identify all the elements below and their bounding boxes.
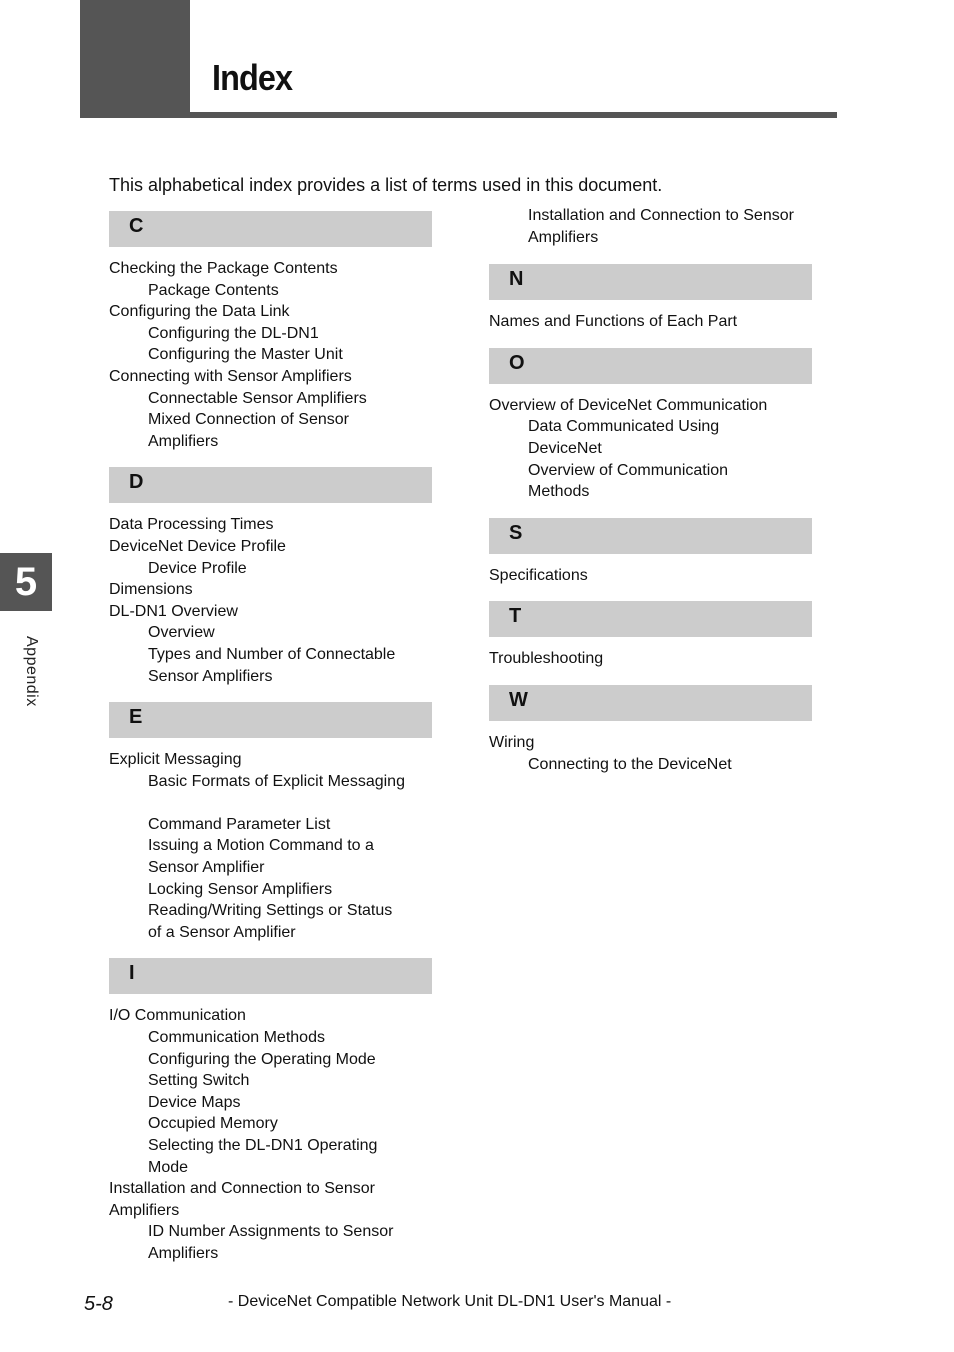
index-column-right bbox=[489, 205, 812, 790]
index-subentry: Device Maps bbox=[148, 1093, 241, 1111]
index-subentry: Data Communicated Using bbox=[528, 418, 720, 436]
index-subentry: Configuring the Operating Mode bbox=[148, 1050, 376, 1068]
section-header-n: N bbox=[489, 264, 812, 300]
index-entry: Installation and Connection to Sensor bbox=[109, 1180, 375, 1198]
index-entry: Overview of DeviceNet Communication bbox=[489, 396, 768, 414]
index-subentry: of a Sensor Amplifier bbox=[148, 923, 296, 941]
section-entries-s bbox=[489, 554, 812, 602]
index-entry: DL-DN1 Overview bbox=[109, 602, 238, 620]
section-header-d: D bbox=[109, 467, 432, 503]
index-entry: Amplifiers bbox=[109, 1201, 180, 1219]
index-subentry: DeviceNet bbox=[528, 439, 602, 457]
index-entry: Wiring bbox=[489, 733, 535, 751]
section-entries-d bbox=[109, 503, 432, 702]
section-entries-w bbox=[489, 721, 812, 790]
section-header-c: C bbox=[109, 211, 432, 247]
index-entry: Connecting with Sensor Amplifiers bbox=[109, 367, 352, 385]
index-entry: Checking the Package Contents bbox=[109, 260, 338, 277]
index-subentry: Locking Sensor Amplifiers bbox=[148, 880, 333, 898]
index-subentry: Types and Number of Connectable bbox=[148, 645, 396, 663]
section-entries-e bbox=[109, 738, 432, 958]
index-entry: I/O Communication bbox=[109, 1007, 246, 1025]
index-entry: Data Processing Times bbox=[109, 516, 274, 534]
index-subentry: Command Parameter List bbox=[148, 815, 331, 833]
index-subentry: Basic Formats of Explicit Messaging bbox=[148, 772, 405, 790]
index-subentry: Configuring the Master Unit bbox=[148, 346, 343, 364]
section-entries-o bbox=[489, 384, 812, 518]
index-subentry: Issuing a Motion Command to a bbox=[148, 837, 374, 855]
index-subentry: Connectable Sensor Amplifiers bbox=[148, 389, 367, 407]
page-title: Index bbox=[212, 57, 293, 98]
index-subentry: Methods bbox=[528, 483, 590, 501]
index-subentry: Amplifiers bbox=[148, 1244, 219, 1262]
index-subentry: Connecting to the DeviceNet bbox=[528, 755, 732, 773]
intro-text: This alphabetical index provides a list of terms used in this document. bbox=[109, 175, 663, 195]
page-number: 5-8 bbox=[84, 1293, 113, 1315]
section-entries-n bbox=[489, 300, 812, 348]
index-entry: DeviceNet Device Profile bbox=[109, 537, 286, 555]
index-entry: Names and Functions of Each Part bbox=[489, 313, 738, 331]
index-entry: Explicit Messaging bbox=[109, 751, 242, 769]
header-block bbox=[80, 0, 190, 118]
index-subentry: Overview bbox=[148, 624, 215, 642]
index-entry: Specifications bbox=[489, 566, 588, 584]
index-subentry: Overview of Communication bbox=[528, 461, 729, 479]
section-header-e: E bbox=[109, 702, 432, 738]
manual-title: - DeviceNet Compatible Network Unit DL-DN1 User's Manual - bbox=[228, 1293, 672, 1310]
section-header-o: O bbox=[489, 348, 812, 384]
index-subentry: Setting Switch bbox=[148, 1072, 250, 1090]
index-subentry: Package Contents bbox=[148, 281, 279, 299]
section-entries-t bbox=[489, 637, 812, 685]
section-header-s: S bbox=[489, 518, 812, 554]
chapter-label: Appendix bbox=[23, 636, 40, 707]
index-subentry: Reading/Writing Settings or Status bbox=[148, 902, 393, 920]
index-subentry: Installation and Connection to Sensor bbox=[528, 207, 794, 224]
index-subentry: Communication Methods bbox=[148, 1029, 325, 1047]
section-header-t: T bbox=[489, 601, 812, 637]
index-column-left bbox=[109, 211, 432, 1280]
index-subentry: Amplifiers bbox=[528, 228, 599, 246]
chapter-tab: 5 bbox=[0, 553, 52, 611]
section-entries-i bbox=[109, 994, 432, 1279]
section-entries-c bbox=[109, 247, 432, 467]
index-subentry: Mixed Connection of Sensor bbox=[148, 411, 349, 429]
continued-entries bbox=[489, 205, 812, 264]
index-subentry: Selecting the DL-DN1 Operating bbox=[148, 1137, 378, 1154]
header-rule bbox=[80, 112, 837, 118]
index-entry: Dimensions bbox=[109, 581, 193, 599]
index-subentry: Sensor Amplifiers bbox=[148, 667, 273, 685]
index-subentry: Occupied Memory bbox=[148, 1115, 278, 1133]
index-subentry: Amplifiers bbox=[148, 432, 219, 450]
index-entry: Troubleshooting bbox=[489, 650, 604, 668]
index-subentry: Configuring the DL-DN1 bbox=[148, 324, 319, 342]
index-subentry bbox=[109, 792, 432, 814]
index-entry: Configuring the Data Link bbox=[109, 303, 290, 321]
index-subentry: Sensor Amplifier bbox=[148, 859, 265, 877]
section-header-w: W bbox=[489, 685, 812, 721]
index-subentry: Mode bbox=[148, 1158, 189, 1176]
index-subentry: Device Profile bbox=[148, 559, 247, 577]
index-subentry: ID Number Assignments to Sensor bbox=[148, 1223, 394, 1241]
section-header-i: I bbox=[109, 958, 432, 994]
